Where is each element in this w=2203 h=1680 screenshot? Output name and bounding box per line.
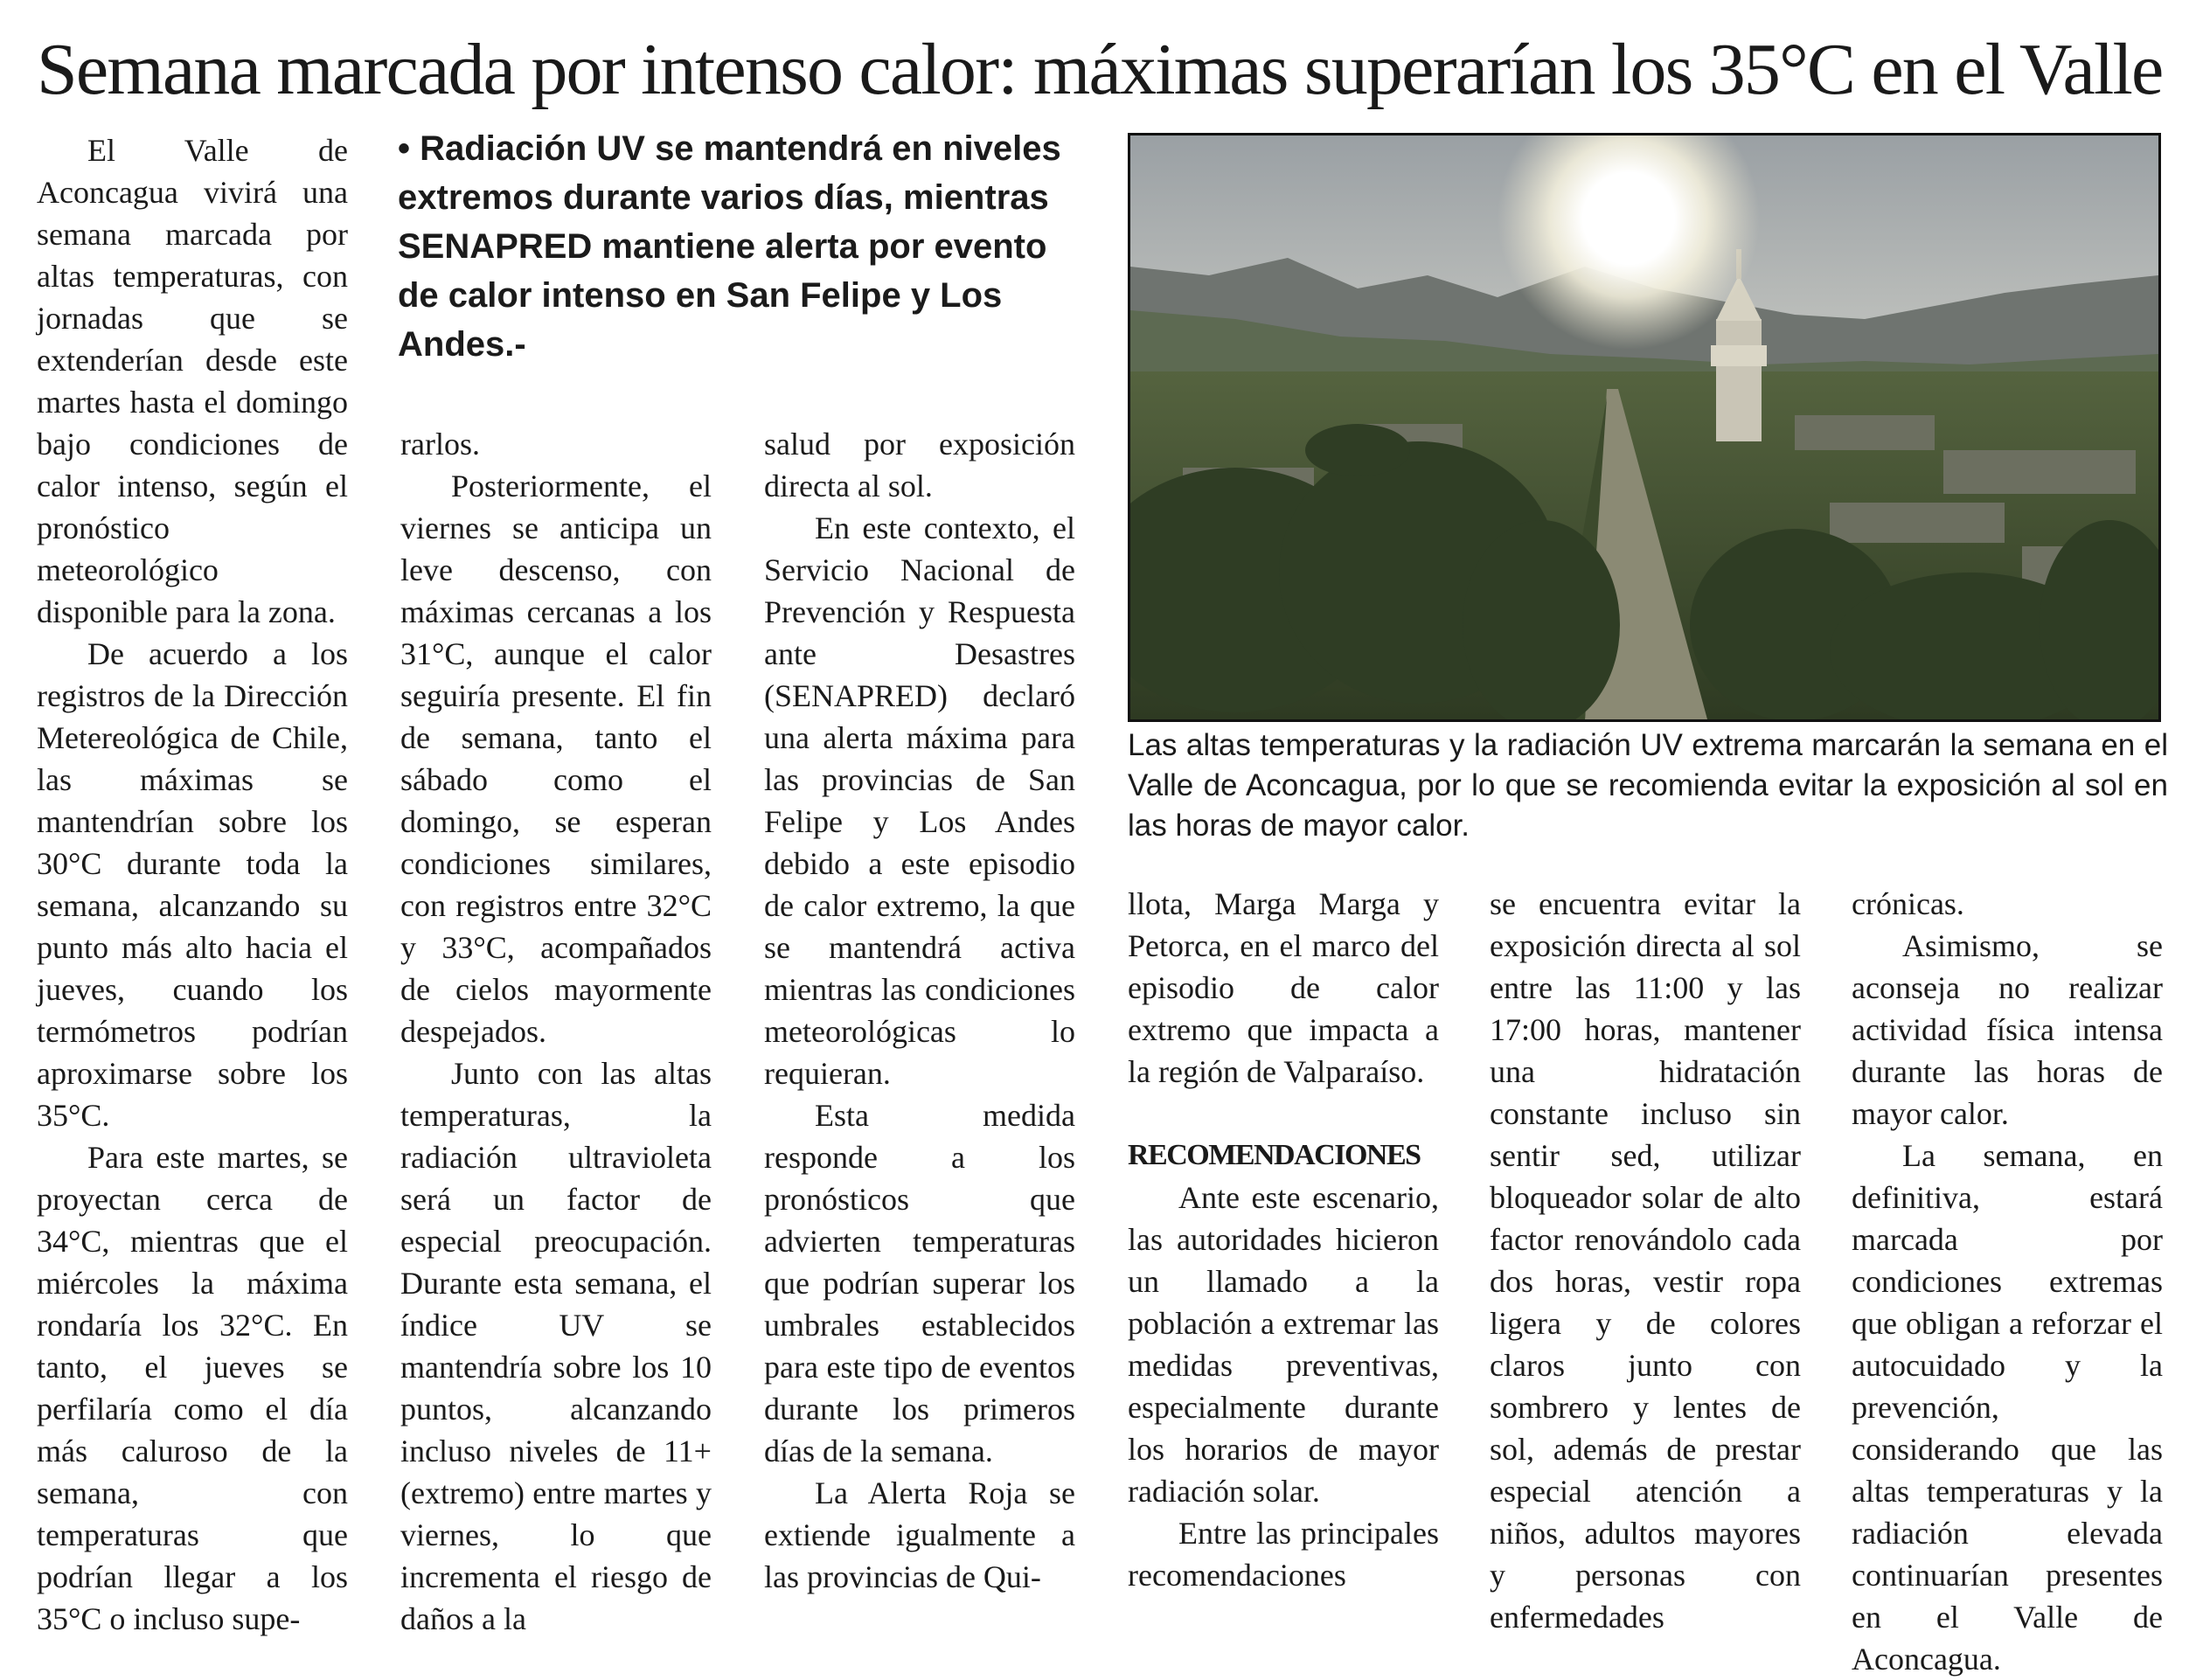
article-column-2 xyxy=(400,423,712,1640)
paragraph: La Alerta Roja se extiende igualmente a las provincias de Qui- xyxy=(764,1475,1075,1594)
paragraph: Esta medida responde a los pronósticos que advierten temperaturas que podrían superar los umbrales establecidos para este tipo de eventos durante los primeros días de la semana. xyxy=(764,1098,1075,1468)
valley-photo-illustration xyxy=(1130,135,2158,719)
article-column-4 xyxy=(1128,883,1439,1596)
paragraph: salud por exposición directa al sol. xyxy=(764,427,1075,503)
paragraph: En este contexto, el Servicio Nacional de Prevención y Respuesta ante Desastres (SENAPRED) declaró una alerta máxima para las provincias de San Felipe y Los Andes debido a este episodio de calor extremo, la que se mantendrá activa mientras las condiciones meteorológicas lo requieran. xyxy=(764,510,1075,1091)
paragraph: Ante este escenario, las autoridades hicieron un llamado a la población a extremar las medidas preventivas, especialmente durante los horarios de mayor radiación solar. xyxy=(1128,1180,1439,1509)
paragraph: Para este martes, se proyectan cerca de 34°C, mientras que el miércoles la máxima rondaría los 32°C. En tanto, el jueves se perfilaría como el día más caluroso de la semana, con temperaturas que podrían llegar a los 35°C o incluso supe- xyxy=(37,1140,348,1636)
paragraph: La semana, en definitiva, estará marcada por condiciones extremas que obligan a reforzar el autocuidado y la prevención, considerando que las altas temperaturas y la radiación elevada continuarían presentes en el Valle de Aconcagua. xyxy=(1852,1138,2163,1677)
section-subhead: RECOMENDACIONES xyxy=(1128,1139,1421,1171)
headline: Semana marcada por intenso calor: máximas superarían los 35°C en el Valle xyxy=(37,29,2163,110)
paragraph: llota, Marga Marga y Petorca, en el marco del episodio de calor extremo que impacta a la región de Valparaíso. xyxy=(1128,886,1439,1089)
paragraph: se encuentra evitar la exposición directa al sol entre las 11:00 y las 17:00 horas, mantener una hidratación constante incluso sin sentir sed, utilizar bloqueador solar de alto factor renovándolo cada dos horas, vestir ropa ligera y de colores claros junto con sombrero y lentes de sol, además de prestar especial atención a niños, adultos mayores y personas con enfermedades xyxy=(1490,886,1801,1635)
article-column-1 xyxy=(37,129,348,1640)
paragraph: Asimismo, se aconseja no realizar actividad física intensa durante las horas de mayor calor. xyxy=(1852,928,2163,1131)
photo-caption: Las altas temperaturas y la radiación UV extrema marcarán la semana en el Valle de Aconcagua, por lo que se recomienda evitar la exposición al sol en las horas de mayor calor. xyxy=(1128,728,2168,843)
paragraph: crónicas. xyxy=(1852,886,1964,921)
paragraph: rarlos. xyxy=(400,427,480,462)
paragraph: Junto con las altas temperaturas, la radiación ultravioleta será un factor de especial preocupación. Durante esta semana, el índice UV se mantendría sobre los 10 puntos, alcanzando incluso niveles de 11+ (extremo) entre martes y viernes, lo que incrementa el riesgo de daños a la xyxy=(400,1056,712,1636)
article-column-6 xyxy=(1852,883,2163,1680)
article-column-5 xyxy=(1490,883,1801,1638)
deck-summary: • Radiación UV se mantendrá en niveles extremos durante varios días, mientras SENAPRED mantiene alerta por evento de calor intenso en San Felipe y Los Andes.- xyxy=(398,129,1061,364)
paragraph: De acuerdo a los registros de la Dirección Metereológica de Chile, las máximas se mantendrían sobre los 30°C durante toda la semana, alcanzando su punto más alto hacia el jueves, cuando los termómetros podrían aproximarse sobre los 35°C. xyxy=(37,636,348,1133)
article-column-3 xyxy=(764,423,1075,1598)
article-photo xyxy=(1128,133,2161,722)
paragraph: Entre las principales recomendaciones xyxy=(1128,1516,1439,1593)
paragraph: Posteriormente, el viernes se anticipa un leve descenso, con máximas cercanas a los 31°C, aunque el calor seguiría presente. El fin de semana, tanto el sábado como el domingo, se esperan condiciones similares, con registros entre 32°C y 33°C, acompañados de cielos mayormente despejados. xyxy=(400,469,712,1049)
paragraph: El Valle de Aconcagua vivirá una semana marcada por altas temperaturas, con jornadas que se extenderían desde este martes hasta el domingo bajo condiciones de calor intenso, según el pronóstico meteorológico disponible para la zona. xyxy=(37,133,348,629)
